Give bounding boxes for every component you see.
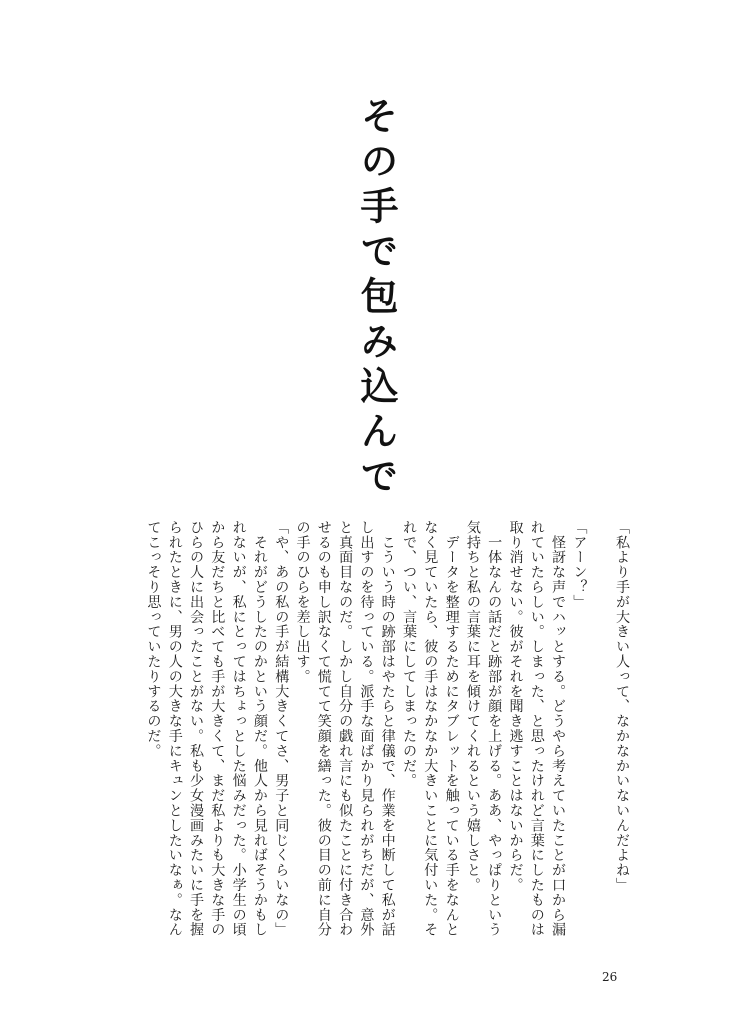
text-line: れで、つい、言葉にしてしまったのだ。 (401, 520, 418, 789)
text-line: し出すのを待っている。派手な面ばかり見られがちだが、意外 (358, 520, 375, 938)
text-line: 「や、あの私の手が結構大きくてさ、男子と同じくらいなの」 (273, 520, 290, 938)
text-line: データを整理するためにタブレットを触っている手をなんと (443, 520, 460, 938)
text-line: れていたらしい。しまった、と思ったけれど言葉にしたものは (528, 520, 545, 938)
page-number: 26 (602, 970, 618, 984)
text-line: られたときに、男の人の大きな手にキュンとしたいなぁ。なん (166, 520, 183, 938)
text-line: てこっそり思っていたりするのだ。 (145, 520, 162, 759)
story-title: その手で包み込んで (354, 96, 398, 501)
text-line: 「私より手が大きい人って、なかなかいないんだよね」 (614, 520, 630, 893)
text-line: せるのも申し訳なくて慌てて笑顔を繕った。彼の目の前に自分 (315, 520, 332, 938)
text-line: れないが、私にとってはちょっとした悩みだった。小学生の頃 (230, 520, 247, 938)
text-line: 一体なんの話だと跡部が顔を上げる。ああ、やっぱりという (486, 520, 503, 938)
text-line: 取り消せない。彼がそれを聞き逃すことはないからだ。 (507, 520, 524, 893)
text-line: 「アーン？」 (571, 520, 588, 610)
text-line: から友だちと比べても手が大きくて、まだ私よりも大きな手の (209, 520, 226, 938)
text-line (589, 520, 610, 965)
text-line: こういう時の跡部はやたらと律儀で、作業を中断して私が話 (379, 520, 396, 938)
text-line: 気持ちと私の言葉に耳を傾けてくれるという嬉しさと。 (464, 520, 481, 893)
text-line: の手のひらを差し出す。 (294, 520, 311, 684)
text-line: なく見ていたら、彼の手はなかなか大きいことに気付いた。そ (422, 520, 439, 938)
text-line: 怪訝な声でハッとする。どうやら考えていたことが口から漏 (550, 520, 567, 938)
text-line: ひらの人に出会ったことがない。私も少女漫画みたいに手を握 (188, 520, 205, 938)
body-text (92, 520, 632, 965)
text-line: それがどうしたのかという顔だ。他人から見ればそうかもし (251, 520, 268, 938)
text-line: と真面目なのだ。しかし自分の戯れ言にも似たことに付き合わ (337, 520, 354, 938)
